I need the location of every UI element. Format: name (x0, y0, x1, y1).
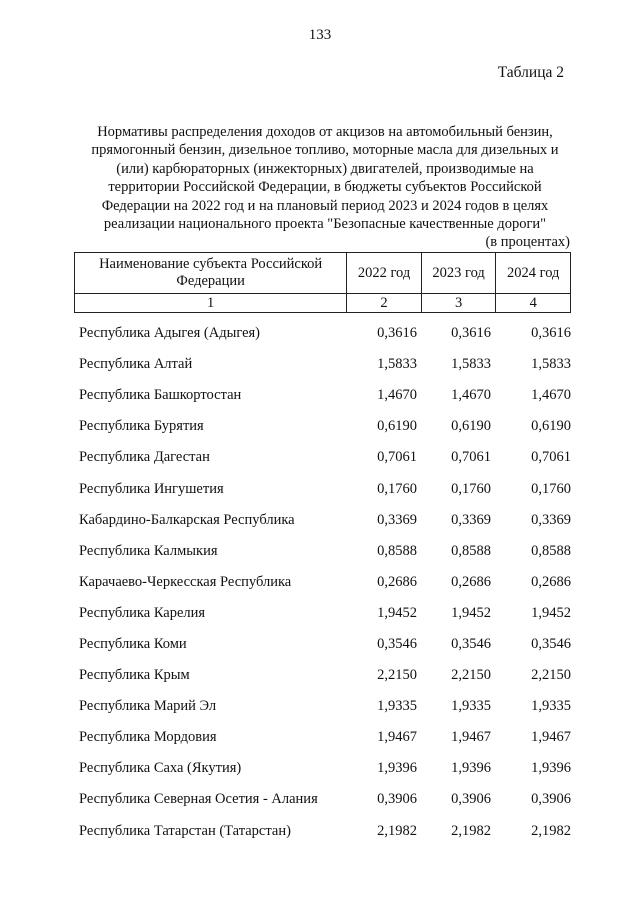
region-name: Республика Калмыкия (79, 542, 218, 559)
value-2024: 2,2150 (531, 667, 571, 684)
value-2023: 0,3369 (451, 511, 491, 528)
value-2023: 1,9452 (451, 604, 491, 621)
title-line: (или) карбюраторных (инжекторных) двигателей, производимые на (116, 160, 534, 177)
value-2022: 0,6190 (377, 418, 417, 435)
table-row (74, 442, 571, 473)
title-line: Нормативы распределения доходов от акцизов на автомобильный бензин, (97, 124, 553, 140)
value-2023: 1,5833 (451, 356, 491, 373)
header-2022: 2022 год (347, 253, 422, 294)
table-row (74, 660, 571, 691)
value-2023: 0,7061 (451, 449, 491, 466)
region-name: Республика Карелия (79, 604, 206, 621)
title-line: прямогонный бензин, дизельное топливо, моторные масла для дизельных и (91, 142, 559, 159)
value-2022: 0,3906 (377, 791, 417, 808)
value-2024: 0,3546 (531, 635, 571, 652)
value-2023: 2,2150 (451, 667, 491, 684)
value-2023: 0,3906 (451, 791, 491, 808)
table-row (74, 380, 571, 411)
value-2023: 1,9335 (451, 698, 491, 715)
region-name: Республика Адыгея (Адыгея) (79, 325, 261, 342)
table-row (74, 784, 571, 815)
table-row (74, 473, 571, 504)
value-2023: 0,6190 (451, 418, 491, 435)
table-row (74, 536, 571, 567)
value-2022: 1,9467 (377, 729, 417, 746)
value-2022: 2,2150 (377, 667, 417, 684)
value-2024: 0,3906 (531, 791, 571, 808)
table-row (74, 816, 571, 847)
page-number: 133 (308, 27, 332, 43)
value-2024: 1,9467 (531, 729, 571, 746)
table-row (74, 411, 571, 442)
table-row (74, 753, 571, 784)
value-2022: 1,9335 (377, 698, 417, 715)
table-row (74, 598, 571, 629)
table-row (74, 691, 571, 722)
value-2024: 0,3369 (531, 511, 571, 528)
value-2024: 1,5833 (531, 356, 571, 373)
value-2024: 1,4670 (531, 387, 571, 404)
region-name: Республика Марий Эл (79, 698, 217, 715)
value-2022: 0,3616 (377, 325, 417, 342)
value-2022: 2,1982 (377, 822, 417, 839)
table-body (74, 318, 571, 847)
table-row (74, 567, 571, 598)
value-2022: 1,5833 (377, 356, 417, 373)
value-2024: 2,1982 (531, 822, 571, 839)
table-row (74, 349, 571, 380)
region-name: Республика Дагестан (79, 449, 210, 466)
value-2022: 1,4670 (377, 387, 417, 404)
value-2024: 0,3616 (531, 325, 571, 342)
value-2023: 1,4670 (451, 387, 491, 404)
region-name: Республика Алтай (79, 356, 193, 373)
value-2022: 1,9396 (377, 760, 417, 777)
table-label: Таблица 2 (497, 64, 564, 81)
value-2022: 0,3369 (377, 511, 417, 528)
region-name: Республика Ингушетия (79, 480, 224, 497)
value-2024: 0,7061 (531, 449, 571, 466)
title-line: территории Российской Федерации, в бюджеты субъектов Российской (108, 179, 542, 196)
region-name: Республика Мордовия (79, 729, 217, 746)
document-title (80, 123, 570, 233)
table-row (74, 722, 571, 753)
header-subject-name: Наименование субъекта Российской Федерации (75, 253, 347, 294)
region-name: Республика Саха (Якутия) (79, 760, 242, 777)
value-2023: 1,9396 (451, 760, 491, 777)
value-2024: 0,8588 (531, 542, 571, 559)
value-2024: 1,9452 (531, 604, 571, 621)
title-line: реализации национального проекта "Безопасные качественные дороги" (103, 216, 547, 233)
column-number: 1 (75, 294, 347, 313)
region-name: Республика Коми (79, 635, 187, 652)
column-number: 2 (347, 294, 422, 313)
region-name: Республика Северная Осетия - Алания (79, 791, 318, 808)
value-2024: 1,9335 (531, 698, 571, 715)
value-2024: 0,6190 (531, 418, 571, 435)
table-row (74, 629, 571, 660)
value-2023: 0,1760 (451, 480, 491, 497)
column-number: 3 (421, 294, 496, 313)
region-name: Республика Крым (79, 667, 190, 684)
value-2022: 1,9452 (377, 604, 417, 621)
value-2023: 0,3616 (451, 325, 491, 342)
header-2024: 2024 год (496, 253, 571, 294)
value-2023: 0,3546 (451, 635, 491, 652)
header-2023: 2023 год (421, 253, 496, 294)
region-name: Республика Башкортостан (79, 387, 242, 404)
table-header (74, 252, 571, 313)
value-2024: 0,2686 (531, 573, 571, 590)
value-2022: 0,1760 (377, 480, 417, 497)
table-row (74, 505, 571, 536)
value-2022: 0,2686 (377, 573, 417, 590)
value-2022: 0,7061 (377, 449, 417, 466)
value-2022: 0,8588 (377, 542, 417, 559)
region-name: Кабардино-Балкарская Республика (79, 511, 295, 528)
units-note: (в процентах) (485, 234, 570, 250)
value-2024: 1,9396 (531, 760, 571, 777)
value-2022: 0,3546 (377, 635, 417, 652)
region-name: Республика Бурятия (79, 418, 204, 435)
value-2023: 0,8588 (451, 542, 491, 559)
region-name: Республика Татарстан (Татарстан) (79, 822, 291, 839)
region-name: Карачаево-Черкесская Республика (79, 573, 292, 590)
value-2024: 0,1760 (531, 480, 571, 497)
value-2023: 2,1982 (451, 822, 491, 839)
title-line: Федерации на 2022 год и на плановый период 2023 и 2024 годов в целях (101, 197, 549, 214)
value-2023: 1,9467 (451, 729, 491, 746)
value-2023: 0,2686 (451, 573, 491, 590)
table-row (74, 318, 571, 349)
column-number: 4 (496, 294, 571, 313)
